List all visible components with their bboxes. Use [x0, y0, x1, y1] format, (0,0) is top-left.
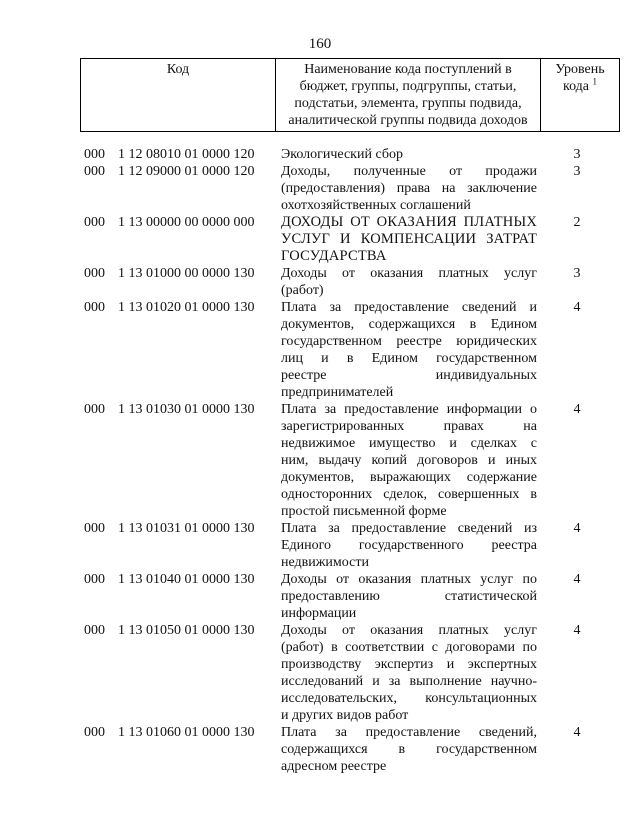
code-level: 4	[573, 623, 581, 638]
code-name-line: адресном реестре	[281, 759, 387, 774]
budget-code: 1 13 01031 01 0000 130	[118, 521, 255, 536]
code-name-line: (предоставления) права на заключение	[281, 181, 537, 196]
code-name-line: Экологический сбор	[281, 147, 403, 162]
budget-code: 1 12 09000 01 0000 120	[118, 164, 255, 179]
admin-code: 000	[84, 147, 105, 162]
code-name-line: лиц и в Едином государственном	[281, 351, 537, 366]
code-name-line: Доходы от оказания платных услуг	[281, 266, 537, 281]
page-number: 160	[308, 36, 332, 52]
code-name-line: государственном реестре юридических	[281, 334, 537, 349]
admin-code: 000	[84, 300, 105, 315]
table-row	[84, 622, 614, 724]
code-name-line: Единого государственного реестра	[281, 538, 537, 553]
header-table	[80, 58, 620, 132]
table-row	[84, 520, 614, 571]
code-level: 4	[573, 572, 581, 587]
code-name-line: Доходы от оказания платных услуг	[281, 623, 537, 638]
code-name-line: исследований и за выполнение научно-	[281, 674, 537, 689]
code-name	[281, 214, 537, 265]
code-name	[281, 724, 537, 775]
budget-code: 1 12 08010 01 0000 120	[118, 147, 255, 162]
admin-code: 000	[84, 402, 105, 417]
code-name-line: реестре индивидуальных	[281, 368, 537, 383]
admin-code: 000	[84, 266, 105, 281]
code-name	[281, 299, 537, 401]
admin-code: 000	[84, 164, 105, 179]
code-level: 3	[573, 164, 581, 179]
admin-code: 000	[84, 725, 105, 740]
code-name-line: Плата за предоставление сведений и	[281, 300, 537, 315]
code-name-line: Плата за предоставление информации о	[281, 402, 537, 417]
code-name-line: Плата за предоставление сведений,	[281, 725, 537, 740]
code-name-line: производству экспертиз и экспертных	[281, 657, 537, 672]
table-row	[84, 265, 614, 299]
table-row	[84, 299, 614, 401]
code-level: 3	[573, 266, 581, 281]
table-row	[84, 163, 614, 214]
code-name-line: исследовательских, консультационных	[281, 691, 537, 706]
code-name-line: недвижимости	[281, 555, 369, 570]
code-name-line: охотхозяйственных соглашений	[281, 198, 471, 213]
header-name: Наименование кода поступлений в бюджет, группы, подгруппы, статьи, подстатьи, элемента, группы подвида, аналитической группы подвида доходов	[276, 59, 541, 132]
admin-code: 000	[84, 623, 105, 638]
code-name-line: Доходы от оказания платных услуг по	[281, 572, 537, 587]
budget-code: 1 13 01040 01 0000 130	[118, 572, 255, 587]
code-level: 2	[573, 215, 581, 230]
code-level: 4	[573, 402, 581, 417]
code-name-line: документов, выражающих содержание	[281, 470, 537, 485]
table-row	[84, 146, 614, 163]
code-name	[281, 571, 537, 622]
table-row	[84, 571, 614, 622]
code-name-line: Доходы, полученные от продажи	[281, 164, 537, 179]
table-row	[84, 724, 614, 775]
code-name-line: недвижимое имущество и сделках с	[281, 436, 537, 451]
code-level: 4	[573, 521, 581, 536]
code-name-line: предпринимателей	[281, 385, 394, 400]
table-row	[84, 401, 614, 520]
code-name	[281, 622, 537, 724]
admin-code: 000	[84, 572, 105, 587]
code-name-line: простой письменной форме	[281, 504, 447, 519]
code-name-line: содержащихся в государственном	[281, 742, 537, 757]
code-name	[281, 146, 537, 163]
code-name-line: (работ) в соответствии с договорами по	[281, 640, 537, 655]
code-name-line: документов, содержащихся в Едином	[281, 317, 537, 332]
budget-code: 1 13 01000 00 0000 130	[118, 266, 255, 281]
header-code: Код	[81, 59, 276, 132]
budget-code: 1 13 01020 01 0000 130	[118, 300, 255, 315]
code-name-line: УСЛУГ И КОМПЕНСАЦИИ ЗАТРАТ	[281, 231, 537, 247]
code-name-line: (работ)	[281, 283, 324, 298]
admin-code: 000	[84, 215, 105, 230]
header-level-label: Уровень кода	[555, 62, 605, 94]
income-codes-list	[84, 146, 614, 775]
code-level: 4	[573, 725, 581, 740]
code-name	[281, 401, 537, 520]
code-name	[281, 265, 537, 299]
budget-code: 1 13 00000 00 0000 000	[118, 215, 255, 230]
code-name-line: ГОСУДАРСТВА	[281, 248, 387, 264]
code-name	[281, 520, 537, 571]
code-level: 3	[573, 147, 581, 162]
budget-code: 1 13 01050 01 0000 130	[118, 623, 255, 638]
code-name-line: Плата за предоставление сведений из	[281, 521, 537, 536]
code-name-line: зарегистрированных правах на	[281, 419, 537, 434]
code-name-line: ним, выдачу копий договоров и иных	[281, 453, 537, 468]
code-name-line: предоставлению статистической	[281, 589, 537, 604]
code-name-line: и других видов работ	[281, 708, 409, 723]
admin-code: 000	[84, 521, 105, 536]
header-level-footnote: 1	[592, 76, 598, 87]
table-row	[84, 214, 614, 265]
budget-code: 1 13 01030 01 0000 130	[118, 402, 255, 417]
code-level: 4	[573, 300, 581, 315]
header-level	[541, 59, 620, 132]
code-name-line: информации	[281, 606, 357, 621]
budget-code: 1 13 01060 01 0000 130	[118, 725, 255, 740]
code-name-line: ДОХОДЫ ОТ ОКАЗАНИЯ ПЛАТНЫХ	[281, 214, 537, 230]
code-name	[281, 163, 537, 214]
code-name-line: односторонних сделок, совершенных в	[281, 487, 537, 502]
